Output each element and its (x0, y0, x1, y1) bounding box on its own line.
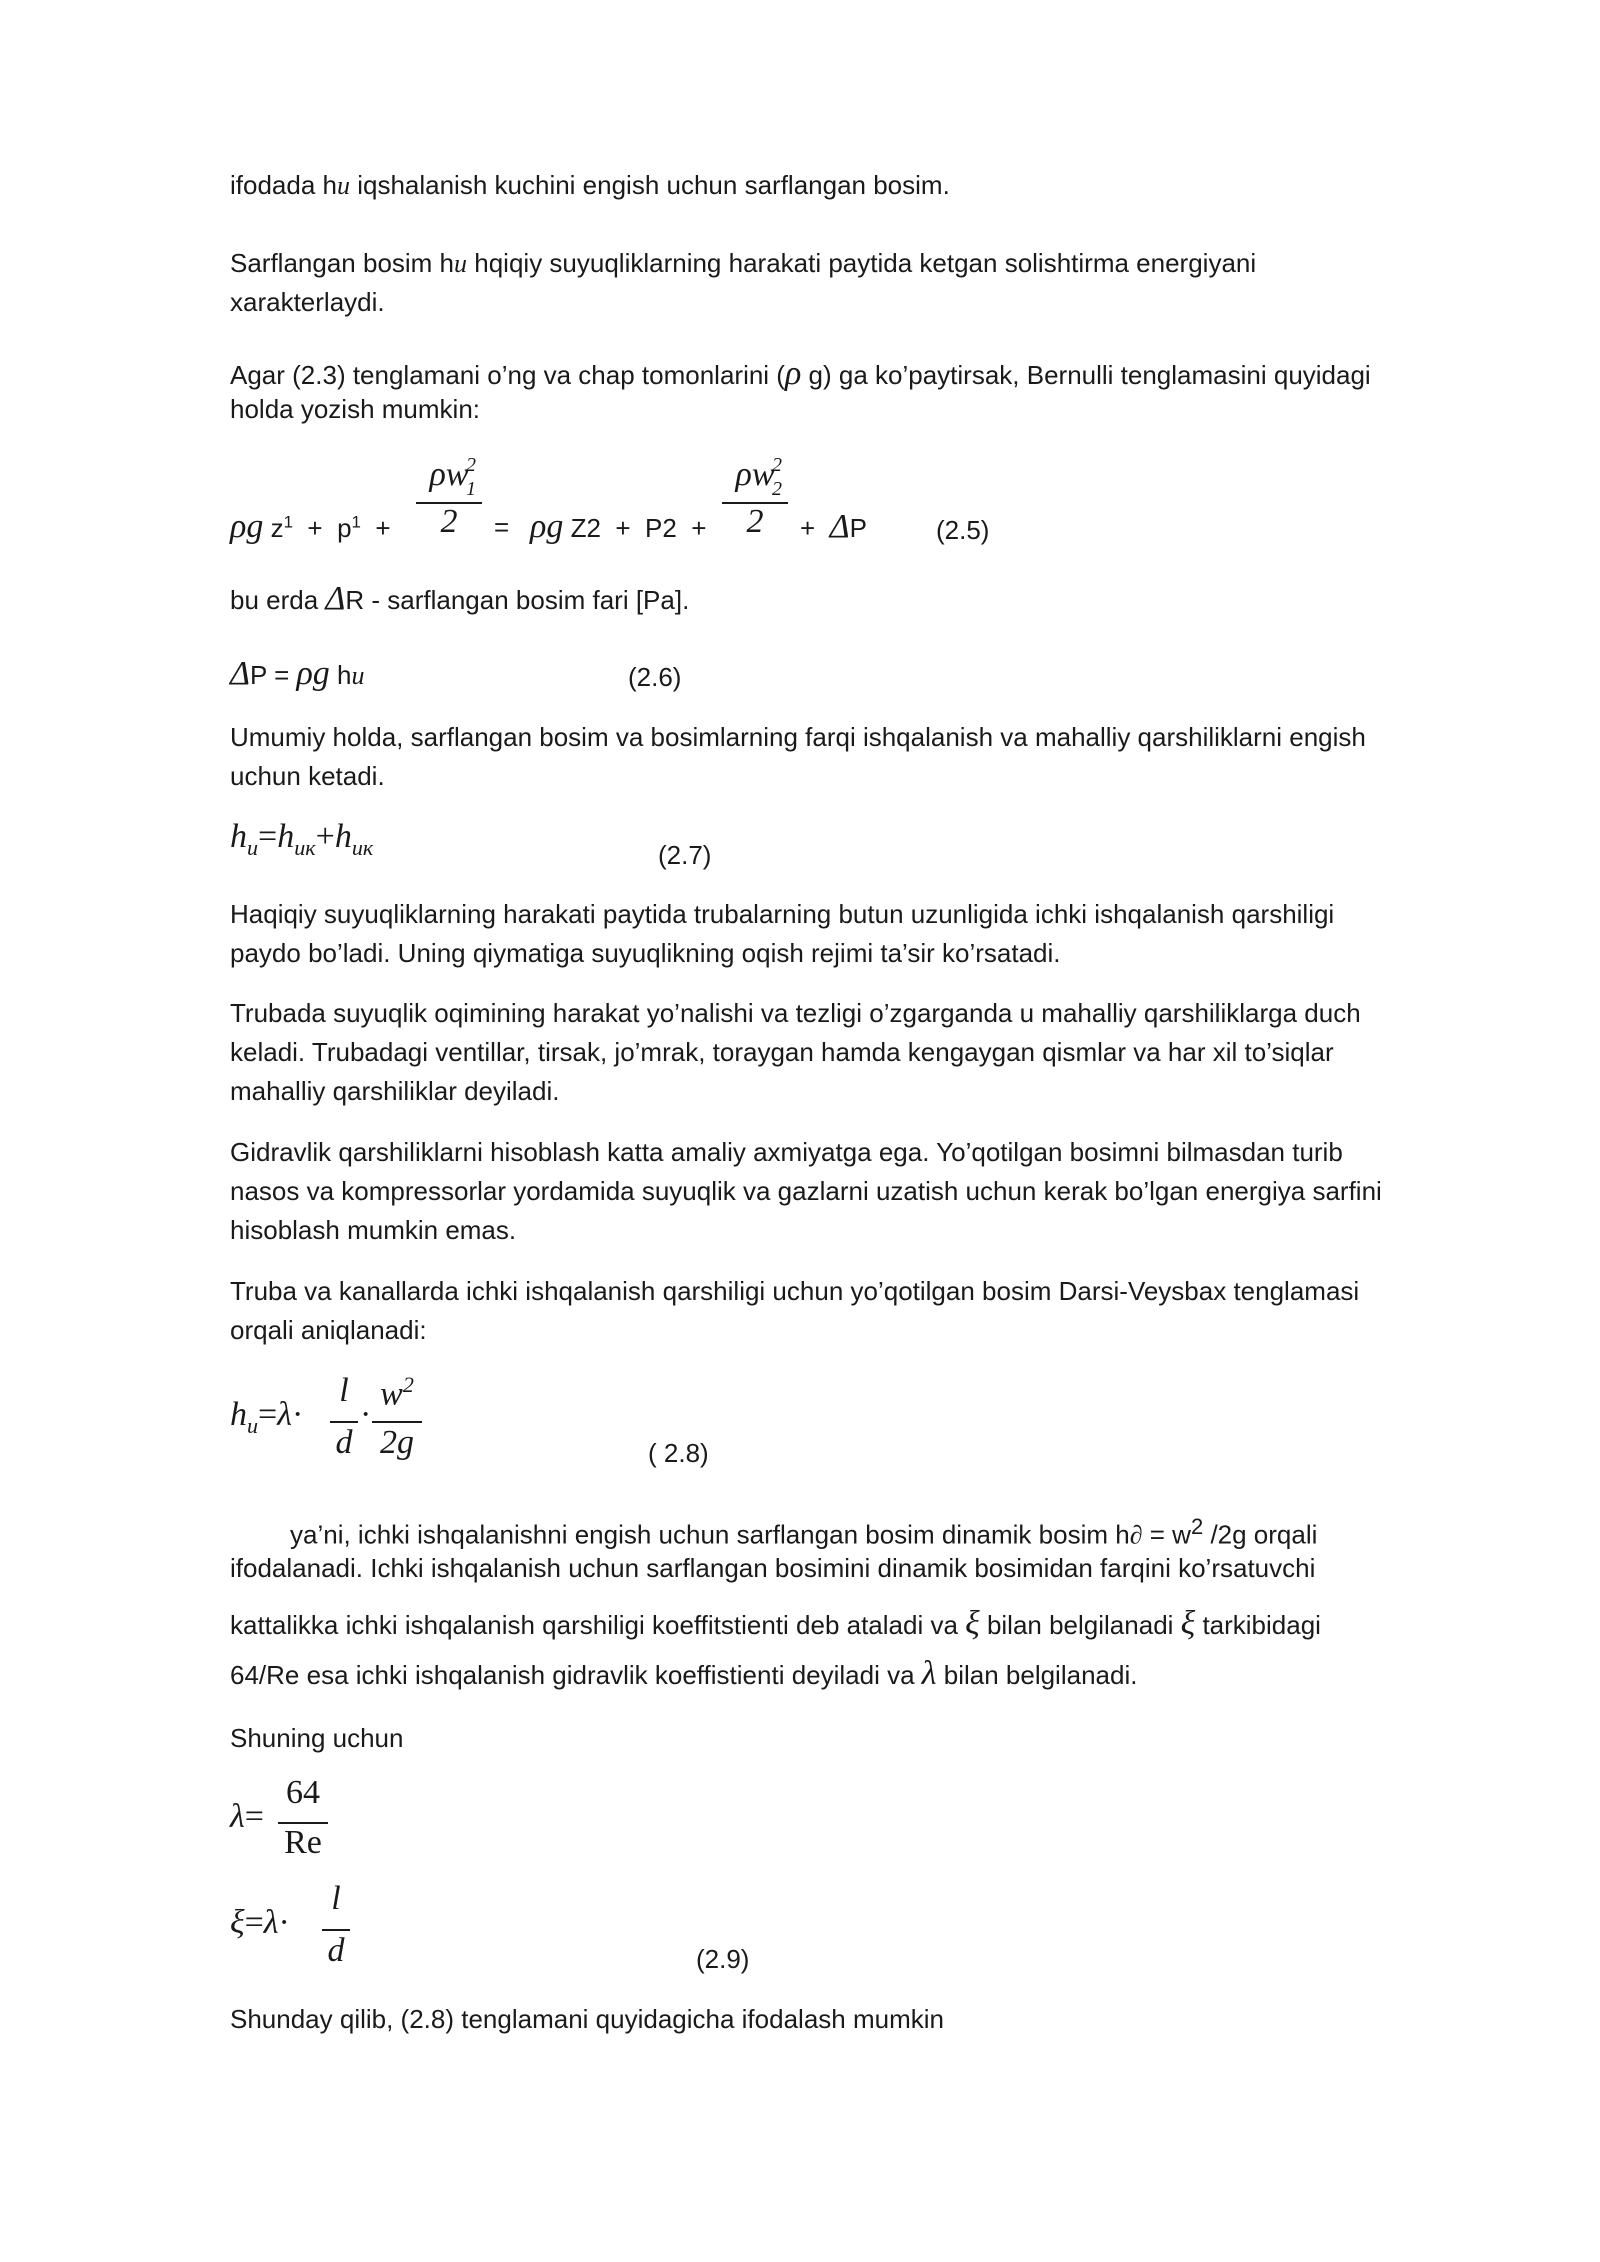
lambda-symbol: λ (277, 1396, 292, 1433)
subscript-u: u (247, 1412, 259, 1438)
subscript-uk: ик (294, 834, 316, 860)
paragraph-3-line-1 (230, 355, 1371, 393)
equation-left (230, 1904, 290, 1942)
rho-symbol: ρ (784, 355, 802, 392)
paragraph-6-line-1: Haqiqiy suyuqliklarning harakati paytida trubalarning butun uzunligida ichki ishqalanish qarshiligi (230, 899, 1335, 929)
h-symbol: h (334, 818, 352, 855)
paragraph-8-line-2: nasos va kompressorlar yordamida suyuqlik va gazlarni uzatish uchun kerak bo’lgan energiya sarfini (230, 1176, 1382, 1206)
equation-left (230, 1798, 264, 1836)
paragraph-1 (230, 170, 950, 201)
paragraph-3-line-2: holda yozish mumkin: (230, 394, 480, 424)
plus-sign: + (800, 513, 816, 543)
equation-number: ( 2.8) (648, 1438, 709, 1468)
h-symbol: h (277, 818, 295, 855)
w-symbol: w (380, 1375, 403, 1413)
paragraph-10-line-2: ifodalanadi. Ichki ishqalanish uchun sarflangan bosimini dinamik bosimidan farqini ko’rsatuvchi (230, 1553, 1316, 1583)
z1-symbol: z (270, 513, 284, 543)
equation-number: (2.5) (936, 515, 990, 545)
rho-g: ρg (230, 508, 264, 545)
numerator-64: 64 (286, 1774, 320, 1811)
text-run: kattalikka ichki ishqalanish qarshiligi koeffitstienti deb ataladi va (230, 1610, 966, 1640)
denominator-re: Re (284, 1824, 322, 1861)
equation-main-line (230, 508, 391, 546)
numerator-w2 (372, 1372, 422, 1413)
xi-symbol: ξ (1180, 1605, 1196, 1642)
paragraph-8-line-3: hisoblash mumkin emas. (230, 1215, 517, 1245)
numerator-l: l (331, 1880, 341, 1917)
plus-sign: + (315, 818, 335, 855)
text-run: bilan belgilanadi. (936, 1660, 1138, 1690)
paragraph-12: Shunday qilib, (2.8) tenglamani quyidagicha ifodalash mumkin (230, 2004, 944, 2034)
equals-sign: = (244, 1798, 264, 1835)
delta-symbol: Δ (325, 580, 346, 617)
fraction-bar (372, 1421, 422, 1423)
power-2: 2 (402, 1372, 414, 1397)
p1-symbol: p (337, 513, 352, 543)
plus-sign: + (307, 513, 323, 543)
fraction-1-denominator (416, 503, 482, 541)
paragraph-2-line-1 (230, 248, 1256, 279)
delta-symbol: Δ (230, 655, 250, 692)
text-run: ya’ni, ichki ishqalanishni engish uchun sarflangan bosim dinamik bosim h (290, 1519, 1130, 1550)
paragraph-10-line-1 (290, 1514, 1317, 1551)
h-symbol: h (230, 818, 247, 855)
plus-sign: + (375, 513, 391, 543)
text-run: /2g orqali (1203, 1519, 1318, 1550)
subscript-u: u (351, 661, 365, 690)
power-2: 2 (772, 454, 782, 476)
power-2: 2 (466, 454, 476, 476)
equation-number: (2.6) (628, 662, 682, 692)
p1-index: 1 (351, 512, 361, 532)
text-run: Agar (2.3) tenglamani o’ng va chap tomonlarini ( (230, 360, 785, 390)
equals-sign: = (494, 512, 510, 542)
plus-sign: + (615, 513, 631, 543)
paragraph-9-line-1: Truba va kanallarda ichki ishqalanish qarshiligi uchun yo’qotilgan bosim Darsi-Veysbax tenglamasi (230, 1276, 1360, 1306)
paragraph-11: Shuning uchun (230, 1723, 404, 1753)
equals-sign: = (258, 1396, 278, 1433)
paragraph-7-line-1: Trubada suyuqlik oqimining harakat yo’nalishi va tezligi o’zgarganda u mahalliy qarshiliklarga duch (230, 998, 1361, 1028)
paragraph-8-line-1: Gidravlik qarshiliklarni hisoblash katta amaliy axmiyatga ega. Yo’qotilgan bosimni bilmasdan turib (230, 1137, 1343, 1167)
text-run: = w (1142, 1519, 1191, 1550)
power-2: 2 (1190, 1514, 1204, 1539)
equation-left (230, 1396, 303, 1439)
z1-index: 1 (283, 512, 293, 532)
equation-2-6 (230, 655, 365, 693)
text-run: iqshalanish kuchini engish uchun sarflangan bosim. (349, 170, 950, 200)
paragraph-10-line-4 (230, 1655, 1137, 1693)
subscript-u: u (336, 171, 350, 200)
fraction-2-denominator (722, 503, 788, 541)
equation-number: (2.9) (696, 1944, 750, 1974)
index-2: 2 (772, 478, 782, 500)
plus-sign: + (691, 513, 707, 543)
dot-operator: · (278, 1904, 290, 1941)
denominator-2: 2 (440, 503, 458, 540)
text-run: g) ga ko’paytirsak, Bernulli tenglamasini quyidagi (801, 360, 1371, 390)
rho-w: ρw (429, 456, 469, 493)
subscript-u: u (454, 249, 468, 278)
equals-sign: = (258, 818, 278, 855)
text-run: ifodada h (230, 170, 337, 200)
rho-w: ρw (735, 456, 775, 493)
fraction-bar (330, 1421, 358, 1423)
dot-operator: · (291, 1396, 304, 1433)
subscript-u: u (247, 834, 259, 860)
subscript-d: ∂ (1129, 1520, 1143, 1550)
p-symbol: P (849, 513, 867, 543)
numerator-l: l (339, 1372, 349, 1409)
denominator-d: d (335, 1424, 353, 1461)
text-run: bilan belgilanadi (979, 1610, 1181, 1640)
denominator-2g: 2g (380, 1424, 414, 1461)
z2-symbol: Z2 (570, 513, 601, 543)
text-run: tarkibidagi (1195, 1610, 1321, 1640)
denominator-d: d (327, 1932, 345, 1969)
rho-g: ρg (296, 655, 330, 692)
paragraph-10-line-3 (230, 1605, 1321, 1643)
delta-symbol: Δ (829, 508, 850, 545)
text-run: Sarflangan bosim h (230, 248, 455, 278)
lambda-symbol: λ (263, 1904, 279, 1941)
equation-2-7 (230, 818, 373, 861)
equation-right-side (530, 508, 706, 546)
text-run: bu erda (230, 585, 326, 615)
equals-sign: = (244, 1904, 264, 1941)
paragraph-6-line-2: paydo bo’ladi. Uning qiymatiga suyuqlikning oqish rejimi ta’sir ko’rsatadi. (230, 938, 1061, 968)
paragraph-5-line-1: Umumiy holda, sarflangan bosim va bosimlarning farqi ishqalanish va mahalliy qarshiliklarni engish (230, 722, 1366, 752)
lambda-symbol: λ (921, 1655, 937, 1692)
text-run: hqiqiy suyuqliklarning harakati paytida ketgan solishtirma energiyani (467, 248, 1257, 278)
dot-operator: · (360, 1396, 372, 1433)
paragraph-4 (230, 580, 689, 618)
denominator-2: 2 (746, 503, 764, 540)
text-run: R - sarflangan bosim fari [Pa]. (345, 585, 690, 615)
xi-symbol: ξ (965, 1605, 980, 1642)
paragraph-7-line-2: keladi. Trubadagi ventillar, tirsak, jo’mrak, toraygan hamda kengaygan qismlar va har xil to’siqlar (230, 1037, 1334, 1067)
xi-symbol: ξ (230, 1904, 245, 1941)
equation-tail (800, 508, 867, 546)
rho-g: ρg (530, 508, 564, 545)
paragraph-7-line-3: mahalliy qarshiliklar deyiladi. (230, 1076, 560, 1106)
text-run: P = (249, 660, 297, 690)
h-symbol: h (230, 1396, 247, 1433)
subscript-uk: ик (351, 834, 374, 860)
paragraph-5-line-2: uchun ketadi. (230, 761, 385, 791)
equation-number: (2.7) (658, 840, 712, 870)
fraction-bar (322, 1929, 350, 1931)
h-symbol: h (337, 660, 352, 690)
paragraph-2-line-2: xarakterlaydi. (230, 287, 385, 317)
paragraph-9-line-2: orqali aniqlanadi: (230, 1315, 427, 1345)
lambda-symbol: λ (230, 1798, 245, 1835)
p2-symbol: P2 (645, 513, 677, 543)
index-1: 1 (466, 478, 476, 500)
text-run: 64/Re esa ichki ishqalanish gidravlik koeffistienti deyiladi va (230, 1660, 922, 1690)
